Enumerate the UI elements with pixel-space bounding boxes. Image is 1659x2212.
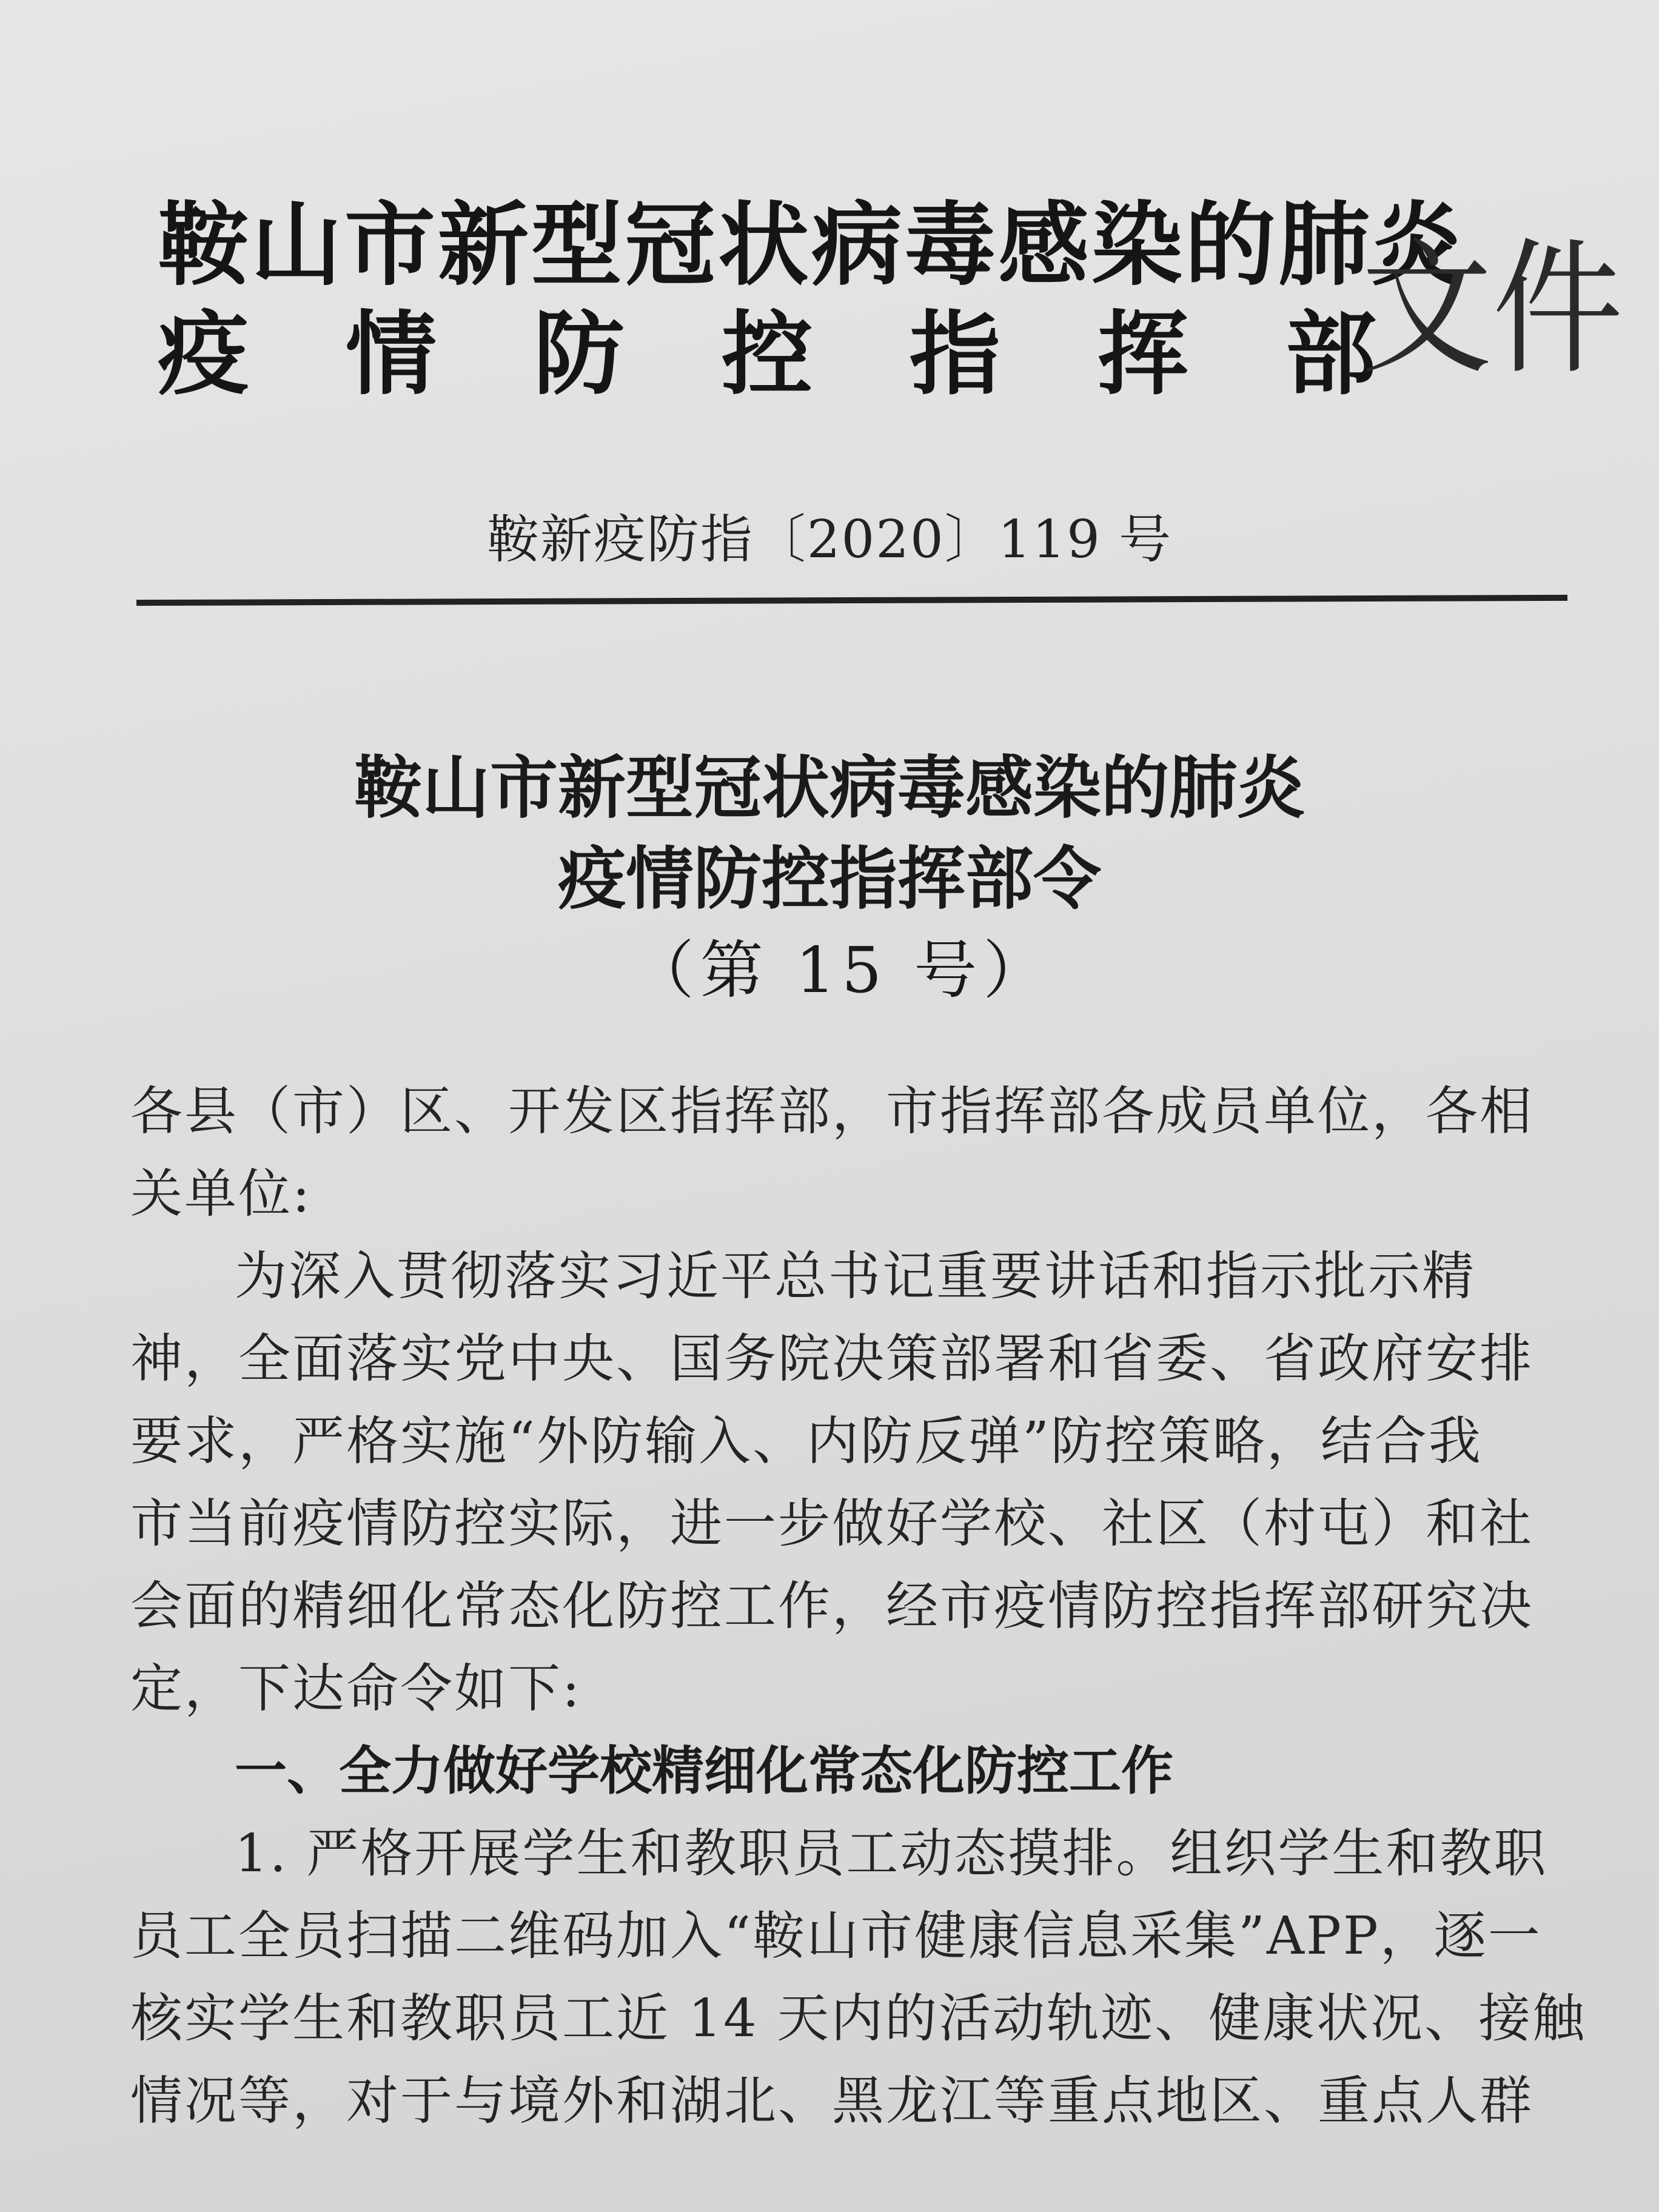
issuing-org-line-2: 疫情防控指挥部 — [158, 302, 1474, 407]
text-line: 核实学生和教职员工近 14 天内的活动轨迹、健康状况、接触 — [130, 1988, 1587, 2049]
document-body — [130, 1070, 1587, 2142]
document-header — [158, 193, 1624, 418]
text-line: 市当前疫情防控实际，进一步做好学校、社区（村屯）和社 — [130, 1493, 1533, 1554]
header-divider — [136, 595, 1567, 606]
addressee-paragraph — [130, 1070, 1561, 1235]
section-heading-1: 一、全力做好学校精细化常态化防控工作 — [235, 1741, 1173, 1801]
text-line: 关单位: — [130, 1164, 312, 1224]
text-line: 1. 严格开展学生和教职员工动态摸排。组织学生和教职 — [235, 1823, 1548, 1884]
order-title-line-2: 疫情防控指挥部令 — [558, 840, 1101, 919]
order-title-line-1: 鞍山市新型冠状病毒感染的肺炎 — [354, 749, 1305, 828]
text-line: 定，下达命令如下: — [130, 1658, 581, 1719]
document-number: 鞍新疫防指〔2020〕119 号 — [486, 509, 1173, 570]
order-title — [0, 743, 1659, 1016]
text-line: 要求，严格实施“外防输入、内防反弹”防控策略，结合我 — [130, 1411, 1483, 1472]
issuing-org-line-1: 鞍山市新型冠状病毒感染的肺炎 — [158, 193, 1466, 298]
text-line: 员工全员扫描二维码加入“鞍山市健康信息采集”APP，逐一 — [130, 1906, 1542, 1966]
text-line: 情况等，对于与境外和湖北、黑龙江等重点地区、重点人群 — [130, 2071, 1533, 2131]
text-line: 会面的精细化常态化防控工作，经市疫情防控指挥部研究决 — [130, 1576, 1533, 1637]
text-line: 为深入贯彻落实习近平总书记重要讲话和指示批示精 — [235, 1246, 1476, 1307]
order-number: （第 15 号） — [631, 933, 1053, 1007]
item-1-paragraph — [130, 1812, 1587, 2142]
text-line: 各县（市）区、开发区指挥部，市指挥部各成员单位，各相 — [130, 1081, 1533, 1142]
document-type-label: 文件 — [1361, 224, 1624, 394]
text-line: 神，全面落实党中央、国务院决策部署和省委、省政府安排 — [130, 1329, 1533, 1389]
intro-paragraph — [130, 1235, 1561, 1730]
